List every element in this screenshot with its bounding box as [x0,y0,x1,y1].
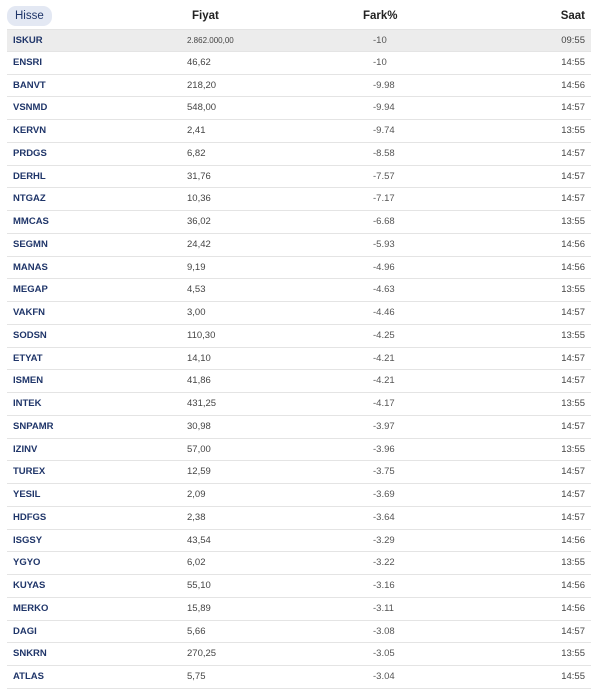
stock-change-percent: -10 [373,35,387,46]
stock-change-percent: -3.16 [373,580,395,591]
stock-time: 14:56 [561,602,585,614]
stock-symbol[interactable]: KERVN [13,125,47,136]
stock-change-percent: -4.21 [373,352,395,364]
stock-time: 14:57 [561,102,585,114]
table-body [7,29,591,689]
stock-change-percent: -3.29 [373,534,395,546]
table-row[interactable] [7,461,591,484]
stock-symbol[interactable]: VAKFN [13,307,46,318]
stock-time: 14:57 [561,352,585,364]
stock-symbol[interactable]: IZINV [13,443,38,455]
stock-price: 36,02 [187,216,211,227]
stock-symbol[interactable]: ISKUR [13,35,43,46]
stock-symbol[interactable]: VSNMD [13,102,48,114]
stock-time: 14:57 [561,307,585,318]
stock-time: 14:57 [561,170,585,182]
stock-time: 14:57 [561,420,585,432]
stock-change-percent: -4.25 [373,329,395,341]
stock-price: 10,36 [187,193,211,205]
stock-time: 13:55 [561,557,585,569]
stock-time: 13:55 [561,125,585,136]
table-row[interactable] [7,52,591,75]
stock-price: 431,25 [187,398,217,409]
stock-price: 9,19 [187,261,206,273]
table-row[interactable] [7,666,591,689]
stock-symbol[interactable]: ETYAT [13,352,43,364]
stock-time: 14:56 [561,534,585,546]
stock-symbol[interactable]: ENSRI [13,56,43,68]
stock-price: 270,25 [187,648,217,660]
stock-change-percent: -9.98 [373,79,395,91]
stock-change-percent: -8.58 [373,147,395,159]
table-row[interactable] [7,348,591,371]
table-row[interactable] [7,143,591,166]
table-row[interactable] [7,507,591,530]
table-row[interactable] [7,598,591,621]
stock-price: 31,76 [187,170,211,182]
table-row[interactable] [7,621,591,644]
stock-table [7,3,591,689]
stock-price: 30,98 [187,420,211,432]
stock-price: 43,54 [187,534,211,546]
stock-change-percent: -10 [373,56,387,68]
stock-time: 14:56 [561,79,585,91]
stock-change-percent: -4.17 [373,398,395,409]
stock-price: 6,82 [187,147,206,159]
stock-symbol[interactable]: HDFGS [13,511,47,523]
stock-time: 14:57 [561,625,585,637]
stock-symbol[interactable]: PRDGS [13,147,47,159]
table-row[interactable] [7,279,591,302]
stock-price: 3,00 [187,307,206,318]
table-row[interactable] [7,234,591,257]
stock-symbol[interactable]: SODSN [13,329,47,341]
stock-price: 46,62 [187,56,211,68]
stock-price: 5,75 [187,671,206,682]
stock-price: 218,20 [187,79,217,91]
stock-change-percent: -3.08 [373,625,395,637]
fark-column-header[interactable]: Fark% [363,10,398,22]
stock-price: 5,66 [187,625,206,637]
stock-price: 57,00 [187,443,211,455]
fiyat-column-header[interactable]: Fiyat [192,10,219,22]
stock-change-percent: -7.57 [373,170,395,182]
stock-symbol[interactable]: MMCAS [13,216,49,227]
stock-change-percent: -5.93 [373,238,395,250]
table-row[interactable] [7,257,591,280]
stock-time: 14:55 [561,671,585,682]
stock-price: 2,09 [187,489,206,500]
stock-symbol[interactable]: MANAS [13,261,48,273]
stock-price: 24,42 [187,238,211,250]
stock-symbol[interactable]: MERKO [13,602,49,614]
table-row[interactable] [7,75,591,98]
table-row[interactable] [7,188,591,211]
stock-symbol[interactable]: DAGI [13,625,37,637]
stock-change-percent: -3.05 [373,648,395,660]
stock-change-percent: -4.63 [373,284,395,296]
stock-time: 09:55 [561,35,585,46]
table-row[interactable] [7,211,591,234]
stock-change-percent: -3.75 [373,466,395,478]
stock-time: 13:55 [561,443,585,455]
stock-symbol[interactable]: BANVT [13,79,46,91]
stock-change-percent: -3.22 [373,557,395,569]
stock-time: 14:57 [561,466,585,478]
stock-change-percent: -4.96 [373,261,395,273]
stock-time: 14:56 [561,580,585,591]
stock-time: 13:55 [561,648,585,660]
stock-change-percent: -4.46 [373,307,395,318]
stock-change-percent: -3.97 [373,420,395,432]
stock-price: 548,00 [187,102,217,114]
table-row[interactable] [7,29,591,52]
stock-time: 14:57 [561,489,585,500]
stock-time: 14:57 [561,147,585,159]
stock-price: 55,10 [187,580,211,591]
stock-price: 15,89 [187,602,211,614]
hisse-sort-button[interactable]: Hisse [7,6,52,26]
stock-time: 14:57 [561,511,585,523]
stock-symbol[interactable]: SEGMN [13,238,48,250]
table-row[interactable] [7,552,591,575]
stock-symbol[interactable]: YESIL [13,489,41,500]
table-header [7,3,591,29]
stock-change-percent: -3.04 [373,671,395,682]
stock-symbol[interactable]: SNPAMR [13,420,54,432]
stock-symbol[interactable]: INTEK [13,398,42,409]
stock-time: 14:57 [561,193,585,205]
stock-change-percent: -7.17 [373,193,395,205]
stock-change-percent: -6.68 [373,216,395,227]
table-row[interactable] [7,416,591,439]
stock-symbol[interactable]: DERHL [13,170,46,182]
stock-price: 12,59 [187,466,211,478]
table-row[interactable] [7,166,591,189]
stock-price: 14,10 [187,352,211,364]
stock-time: 13:55 [561,216,585,227]
stock-change-percent: -3.64 [373,511,395,523]
stock-change-percent: -3.69 [373,489,395,500]
stock-symbol[interactable]: SNKRN [13,648,47,660]
stock-symbol[interactable]: ISGSY [13,534,43,546]
table-row[interactable] [7,302,591,325]
stock-change-percent: -4.21 [373,375,395,387]
stock-time: 14:55 [561,56,585,68]
table-row[interactable] [7,484,591,507]
stock-price: 2.862.000,00 [187,36,234,45]
stock-price: 2,38 [187,511,206,523]
stock-change-percent: -9.74 [373,125,395,136]
stock-time: 13:55 [561,398,585,409]
saat-column-header[interactable]: Saat [560,10,585,22]
stock-change-percent: -3.11 [373,602,394,614]
stock-symbol[interactable]: ISMEN [13,375,44,387]
stock-price: 6,02 [187,557,206,569]
table-row[interactable] [7,97,591,120]
table-row[interactable] [7,325,591,348]
stock-symbol[interactable]: NTGAZ [13,193,46,205]
stock-price: 41,86 [187,375,211,387]
table-row[interactable] [7,530,591,553]
stock-time: 14:56 [561,261,585,273]
stock-symbol[interactable]: ATLAS [13,671,44,682]
stock-change-percent: -9.94 [373,102,395,114]
stock-time: 13:55 [561,329,585,341]
stock-symbol[interactable]: YGYO [13,557,41,569]
stock-price: 2,41 [187,125,206,136]
table-row[interactable] [7,643,591,666]
stock-time: 14:57 [561,375,585,387]
stock-time: 13:55 [561,284,585,296]
table-row[interactable] [7,393,591,416]
table-row[interactable] [7,575,591,598]
stock-time: 14:56 [561,238,585,250]
stock-symbol[interactable]: KUYAS [13,580,46,591]
stock-price: 110,30 [187,329,216,341]
table-row[interactable] [7,439,591,462]
table-row[interactable] [7,370,591,393]
stock-symbol[interactable]: MEGAP [13,284,48,296]
table-row[interactable] [7,120,591,143]
stock-price: 4,53 [187,284,206,296]
stock-symbol[interactable]: TUREX [13,466,46,478]
stock-change-percent: -3.96 [373,443,395,455]
